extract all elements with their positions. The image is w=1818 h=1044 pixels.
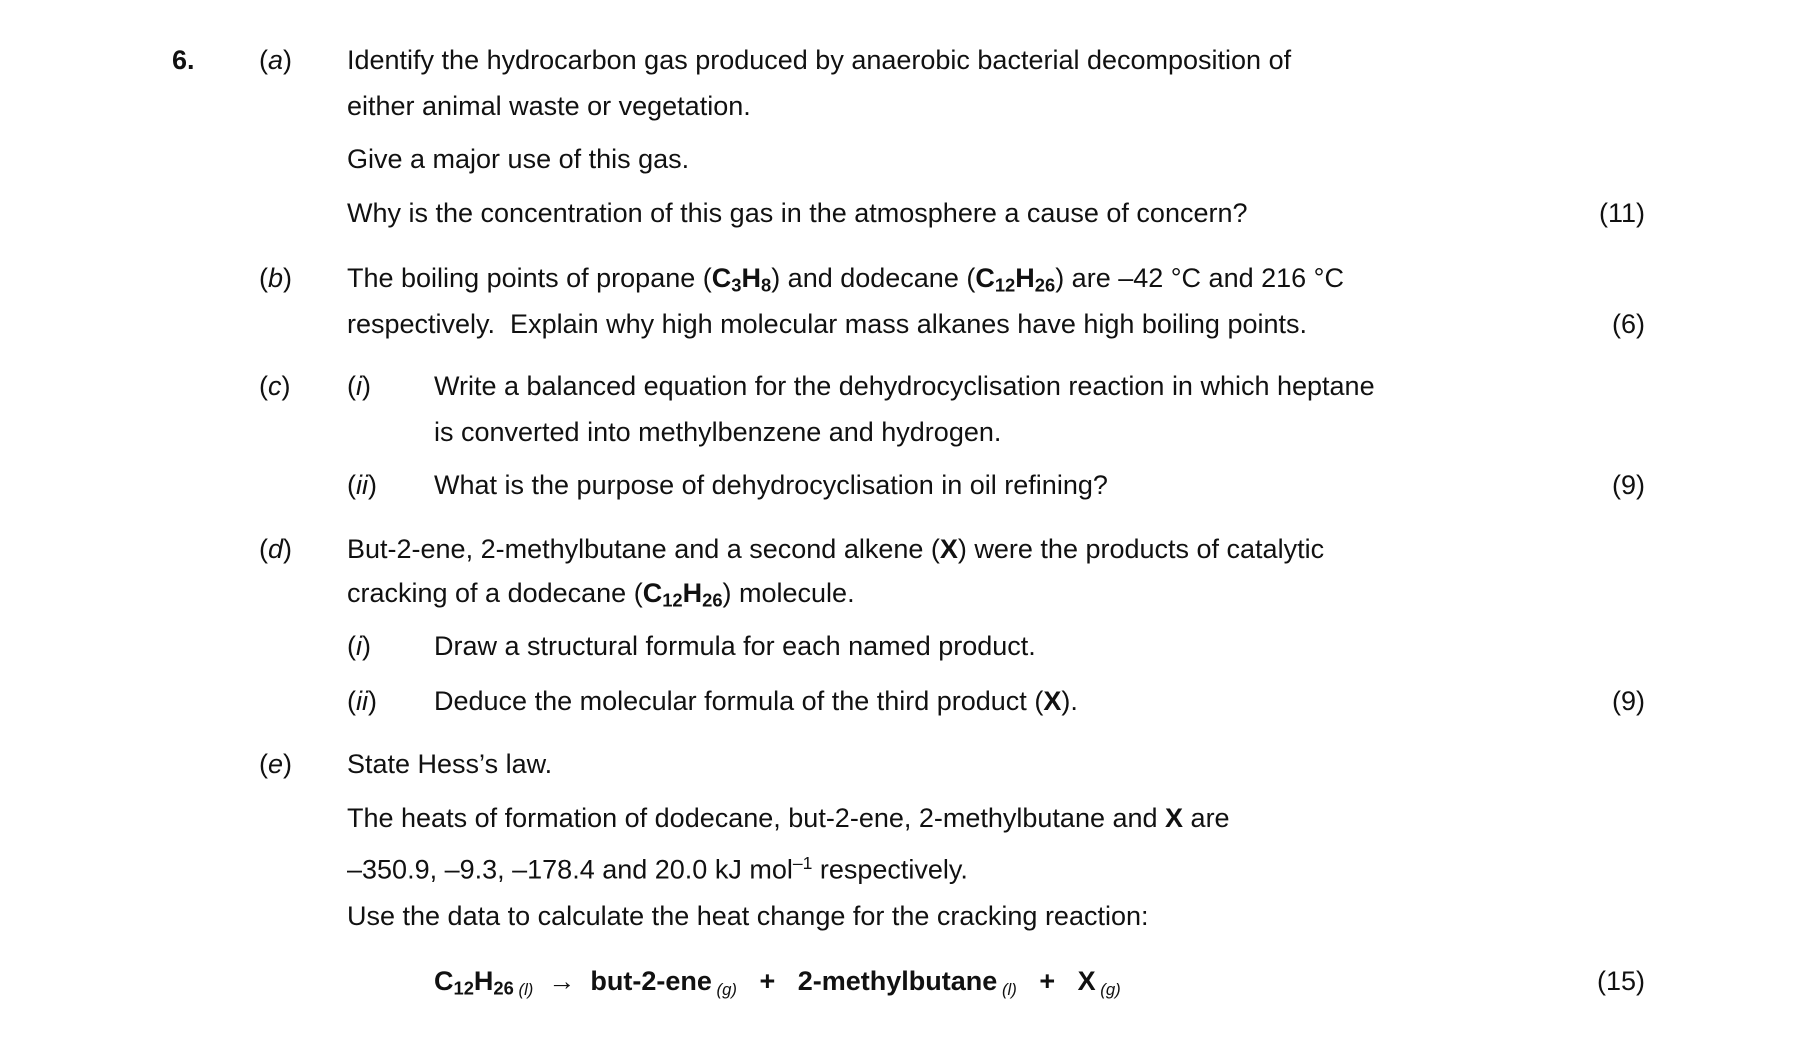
text-segment: 12	[994, 274, 1016, 296]
subpart-label-d-i: (i)	[347, 631, 371, 661]
text-segment: 12	[662, 589, 683, 611]
text-segment: X	[1077, 966, 1096, 996]
part-label-d-letter: d	[268, 534, 284, 564]
text-line	[434, 628, 1036, 664]
text-segment: –350.9, –9.3, –178.4 and 20.0 kJ mol	[347, 854, 793, 885]
text-line	[434, 467, 1108, 503]
part-label-b-letter: b	[268, 263, 284, 293]
text-line	[434, 683, 1078, 719]
state-symbol: (g)	[1095, 980, 1121, 1000]
subpart-label-c-ii-letter: ii	[356, 470, 368, 500]
text-segment: 26	[702, 589, 723, 611]
text-segment: C	[975, 263, 995, 293]
question-number: 6.	[172, 45, 195, 75]
text-segment: 8	[760, 274, 772, 296]
text-segment: respectively.	[812, 854, 968, 885]
text-segment: H	[741, 263, 761, 293]
text-line	[347, 575, 855, 611]
text-line	[347, 845, 968, 885]
text-segment: 2-methylbutane	[797, 966, 998, 996]
part-label-e: (e)	[259, 749, 293, 779]
text-segment: C	[642, 578, 663, 608]
text-segment: ) molecule.	[722, 578, 855, 608]
text-segment: +	[1016, 966, 1078, 996]
text-segment: C	[711, 263, 732, 293]
marks-a: (11)	[1598, 198, 1645, 228]
text-segment: The boiling points of propane (	[347, 263, 712, 293]
text-line	[347, 306, 1307, 342]
text-segment: 26	[1034, 274, 1056, 296]
text-line	[347, 141, 689, 177]
text-segment: –1	[792, 853, 813, 873]
text-line	[434, 414, 1001, 450]
part-label-b: (b)	[259, 263, 293, 293]
marks-b: (6)	[1612, 309, 1645, 339]
subpart-label-d-ii: (ii)	[347, 686, 377, 716]
text-segment: Deduce the molecular formula of the third product (	[434, 686, 1044, 716]
text-segment: either animal waste or vegetation.	[347, 91, 751, 121]
text-segment: Why is the concentration of this gas in the atmosphere a cause of concern?	[347, 198, 1248, 228]
text-segment: C	[434, 966, 454, 996]
marks-c: (9)	[1612, 470, 1645, 500]
text-segment: H	[1015, 263, 1035, 293]
text-line	[347, 195, 1248, 231]
text-segment: The heats of formation of dodecane, but-2-ene, 2-methylbutane and	[347, 803, 1166, 833]
part-label-e-letter: e	[268, 749, 284, 779]
subpart-label-c-i-letter: i	[356, 371, 362, 401]
text-segment: but-2-ene	[590, 966, 712, 996]
state-symbol: (g)	[711, 980, 737, 1000]
text-segment: ) are –42 °C and 216 °C	[1055, 263, 1344, 293]
text-segment: 26	[493, 977, 514, 999]
subpart-label-d-i-letter: i	[356, 631, 362, 661]
text-segment: Identify the hydrocarbon gas produced by anaerobic bacterial decomposition of	[347, 45, 1292, 75]
part-label-a-letter: a	[268, 45, 284, 75]
marks-e: (15)	[1596, 966, 1645, 996]
text-segment: ) were the products of catalytic	[957, 534, 1325, 564]
text-line	[347, 260, 1344, 296]
text-line	[347, 42, 1291, 78]
subpart-label-c-i: (i)	[347, 371, 371, 401]
text-segment: But-2-ene, 2-methylbutane and a second alkene (	[347, 534, 940, 564]
text-segment: X	[939, 534, 958, 564]
subpart-label-c-ii: (ii)	[347, 470, 377, 500]
text-segment: Give a major use of this gas.	[347, 144, 690, 174]
text-line	[347, 531, 1324, 567]
text-line	[434, 368, 1375, 404]
subpart-label-d-ii-letter: ii	[356, 686, 368, 716]
text-segment: are	[1183, 803, 1230, 833]
text-segment: H	[682, 578, 703, 608]
text-segment: 3	[731, 274, 742, 296]
text-segment: →	[533, 966, 591, 996]
text-segment: cracking of a dodecane (	[347, 578, 643, 608]
text-segment: X	[1043, 686, 1062, 716]
text-segment: Write a balanced equation for the dehydrocyclisation reaction in which heptane	[434, 371, 1375, 401]
text-segment: X	[1165, 803, 1184, 833]
text-segment: H	[473, 966, 494, 996]
marks-d: (9)	[1612, 686, 1645, 716]
text-line	[434, 963, 1121, 999]
text-segment: respectively. Explain why high molecular mass alkanes have high boiling points.	[347, 309, 1308, 339]
state-symbol: (l)	[513, 980, 534, 1000]
part-label-a: (a)	[259, 45, 293, 75]
text-segment: ) and dodecane (	[771, 263, 976, 293]
text-segment: +	[736, 966, 798, 996]
text-line	[347, 898, 1149, 934]
text-segment: What is the purpose of dehydrocyclisation in oil refining?	[434, 470, 1108, 500]
text-segment: ).	[1061, 686, 1078, 716]
text-segment: 12	[453, 977, 474, 999]
text-segment: State Hess’s law.	[347, 749, 553, 779]
state-symbol: (l)	[997, 980, 1017, 1000]
text-line	[347, 88, 751, 124]
part-label-d: (d)	[259, 534, 293, 564]
part-label-c: (c)	[259, 371, 291, 401]
text-segment: Use the data to calculate the heat change for the cracking reaction:	[347, 901, 1149, 931]
part-label-c-letter: c	[268, 371, 282, 401]
text-segment: is converted into methylbenzene and hydrogen.	[434, 417, 1002, 447]
text-line	[347, 800, 1230, 836]
text-segment: Draw a structural formula for each named product.	[434, 631, 1036, 661]
text-line	[347, 746, 552, 782]
